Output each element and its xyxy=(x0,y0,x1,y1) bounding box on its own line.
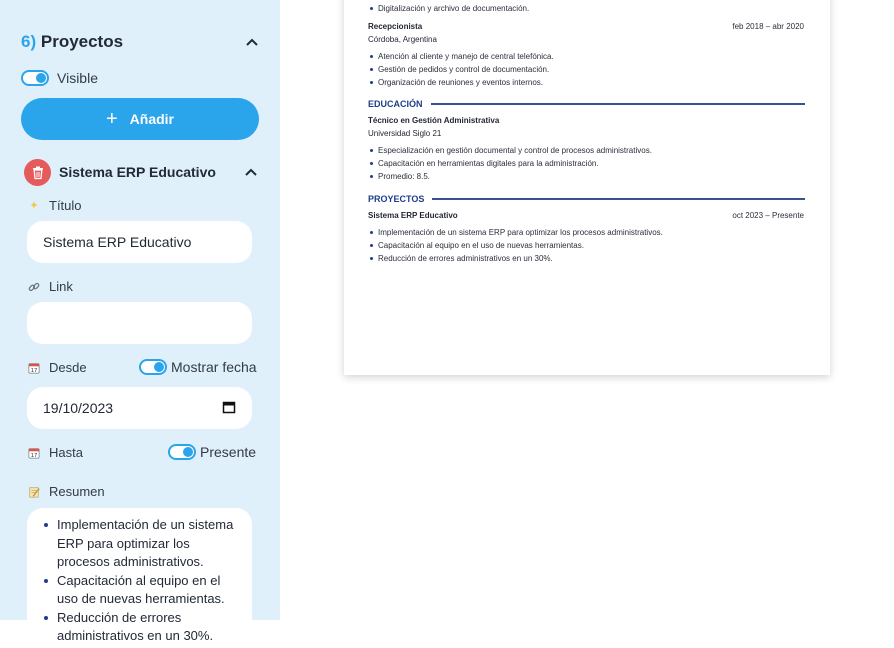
plus-icon: + xyxy=(105,108,118,130)
resumen-textarea[interactable] xyxy=(27,508,252,648)
presente-toggle[interactable] xyxy=(168,444,196,460)
editor-sidebar xyxy=(0,0,280,643)
mostrar-fecha-label: Mostrar fecha xyxy=(171,359,257,375)
resume-job-title: Recepcionista xyxy=(368,22,423,31)
project-item-title: Sistema ERP Educativo xyxy=(59,164,216,180)
resume-job-location: Córdoba, Argentina xyxy=(368,35,437,44)
heading-divider xyxy=(432,198,805,200)
resume-projects-heading xyxy=(368,194,805,204)
link-label-row xyxy=(27,279,73,294)
resumen-item: Capacitación al equipo en el uso de nuevas herramientas. xyxy=(41,572,240,609)
sparkle-icon: ✦ xyxy=(29,200,39,212)
desde-date-value: 19/10/2023 xyxy=(43,400,114,416)
resume-bullet: Implementación de un sistema ERP para optimizar los procesos administrativos. xyxy=(368,226,808,239)
resume-education-bullets xyxy=(368,144,808,183)
hasta-label: Hasta xyxy=(49,445,83,460)
svg-text:17: 17 xyxy=(30,452,38,459)
resume-bullet: Especialización en gestión documental y control de procesos administrativos. xyxy=(368,144,808,157)
add-button-label: Añadir xyxy=(129,111,175,127)
link-label: Link xyxy=(49,279,73,294)
resume-project-date: oct 2023 – Presente xyxy=(732,211,804,220)
chevron-up-icon[interactable] xyxy=(242,163,260,181)
projects-heading-text: PROYECTOS xyxy=(368,194,425,204)
presente-label: Presente xyxy=(200,444,257,460)
link-input[interactable] xyxy=(27,302,252,344)
titulo-input[interactable] xyxy=(27,221,252,263)
section-number: 6) xyxy=(21,32,37,51)
resumen-item: Reducción de errores administrativos en un 30%. xyxy=(41,609,240,646)
resumen-item: Implementación de un sistema ERP para optimizar los procesos administrativos. xyxy=(41,516,240,572)
titulo-label: Título xyxy=(49,198,82,213)
resume-education-heading xyxy=(368,99,805,109)
section-title-text: Proyectos xyxy=(40,32,124,51)
trash-icon[interactable] xyxy=(24,159,51,186)
desde-label: Desde xyxy=(49,360,87,375)
calendar-icon xyxy=(27,446,41,460)
svg-text:17: 17 xyxy=(30,367,38,374)
visible-toggle[interactable] xyxy=(21,70,49,86)
section-title xyxy=(21,32,123,52)
mostrar-fecha-toggle[interactable] xyxy=(139,359,167,375)
link-icon xyxy=(27,280,41,294)
resume-degree: Técnico en Gestión Administrativa xyxy=(368,116,500,125)
resumen-label-row xyxy=(27,484,105,499)
section-header-proyectos[interactable] xyxy=(21,30,261,54)
calendar-icon xyxy=(27,361,41,375)
titulo-label-row xyxy=(27,198,82,213)
heading-divider xyxy=(431,103,805,105)
desde-label-row xyxy=(27,360,87,375)
project-item-header xyxy=(24,158,260,186)
resume-bullet: Atención al cliente y manejo de central telefónica. xyxy=(368,50,808,63)
calendar-picker-icon[interactable] xyxy=(222,400,236,417)
resume-top-bullets xyxy=(368,2,808,15)
resume-bullet: Organización de reuniones y eventos internos. xyxy=(368,76,808,89)
resume-bullet: Capacitación en herramientas digitales para la administración. xyxy=(368,157,808,170)
resumen-list xyxy=(41,516,240,646)
resume-job-bullets xyxy=(368,50,808,89)
education-heading-text: EDUCACIÓN xyxy=(368,99,423,109)
memo-icon xyxy=(27,485,41,499)
resume-preview-page xyxy=(344,0,830,375)
resume-bullet: Digitalización y archivo de documentación. xyxy=(368,2,808,15)
resume-bullet: Reducción de errores administrativos en un 30%. xyxy=(368,252,808,265)
resume-project-title: Sistema ERP Educativo xyxy=(368,211,458,220)
presente-row xyxy=(168,444,256,460)
resume-job-date: feb 2018 – abr 2020 xyxy=(732,22,804,31)
resume-bullet: Promedio: 8.5. xyxy=(368,170,808,183)
visible-label: Visible xyxy=(57,70,98,86)
mostrar-fecha-row xyxy=(139,359,257,375)
hasta-label-row xyxy=(27,445,83,460)
resumen-label: Resumen xyxy=(49,484,105,499)
add-project-button[interactable] xyxy=(21,98,259,140)
visible-row xyxy=(21,70,98,86)
desde-date-input[interactable] xyxy=(27,387,252,429)
resume-school: Universidad Siglo 21 xyxy=(368,129,442,138)
resume-bullet: Capacitación al equipo en el uso de nuevas herramientas. xyxy=(368,239,808,252)
chevron-up-icon[interactable] xyxy=(243,33,261,51)
resume-bullet: Gestión de pedidos y control de documentación. xyxy=(368,63,808,76)
resume-project-bullets xyxy=(368,226,808,265)
